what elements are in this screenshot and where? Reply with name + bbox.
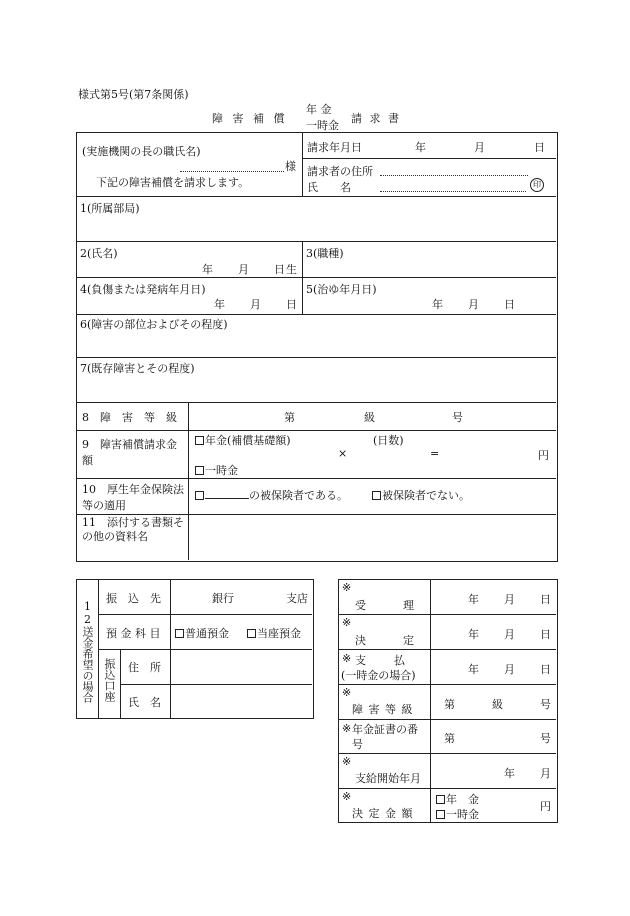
holder-address-label: 住 所 [128, 661, 161, 674]
request-date-label: 請求年月日 [307, 141, 362, 154]
form-number: 様式第5号(第7条関係) [78, 88, 189, 101]
insured-option[interactable] [195, 487, 348, 503]
received-label: 受 理 [355, 599, 415, 612]
office-pension-checkbox[interactable] [436, 795, 445, 804]
office-mark: ※ [342, 790, 352, 803]
field-name: 2(氏名) [80, 247, 118, 260]
paid-label: 支 払 [355, 654, 407, 667]
field-injury-date: 4(負傷または発病年月日) [80, 283, 206, 296]
decided-label: 決 定 [355, 634, 415, 647]
lump-label: 一時金 [205, 464, 238, 477]
office-grade-dai: 第 [444, 698, 455, 711]
pension-label: 年金(補償基礎額) [205, 434, 291, 447]
pension-option[interactable] [195, 432, 291, 448]
title-end: 請 求 書 [351, 112, 401, 125]
paid-year: 年 [468, 663, 479, 676]
injury-date: 年 月 日 [214, 298, 298, 311]
bank-label: 銀行 [212, 592, 234, 605]
claim-amount-label: 9 障害補償請求金額 [82, 438, 177, 467]
start-date-label: 支給開始年月 [355, 772, 421, 785]
office-pension-label: 年 金 [446, 793, 479, 806]
birth-date: 年 月 日生 [202, 263, 298, 276]
office-mark: ※ [342, 755, 352, 768]
recipient-label: (実施機関の長の職氏名) [82, 145, 201, 158]
field-recovery-date: 5(治ゆ年月日) [306, 283, 377, 296]
pension-checkbox[interactable] [195, 436, 204, 445]
field-existing-disability: 7(既存障害とその程度) [80, 362, 195, 375]
cert-dai: 第 [444, 732, 455, 745]
times-sign: × [338, 447, 348, 460]
office-mark: ※ [342, 581, 352, 594]
decided-year: 年 [468, 628, 479, 641]
attachments-label: 11 添付する書類その他の資料名 [82, 516, 184, 543]
name-field[interactable] [380, 191, 526, 192]
lump-checkbox[interactable] [195, 466, 204, 475]
office-lump-option[interactable] [436, 806, 479, 822]
transfer-dest-label: 振 込 先 [106, 592, 161, 605]
office-mark: ※ [342, 722, 352, 735]
office-lump-label: 一時金 [446, 808, 479, 821]
days-label: (日数) [373, 434, 404, 447]
insured-text: の被保険者である。 [249, 489, 348, 502]
address-field[interactable] [380, 175, 528, 176]
recovery-date: 年 月 日 [432, 298, 516, 311]
not-insured-option[interactable] [372, 487, 470, 503]
insurance-name-field[interactable] [205, 488, 249, 499]
start-year: 年 [504, 767, 515, 780]
date-year: 年 [415, 141, 426, 154]
office-mark: ※ [342, 652, 352, 665]
recipient-field[interactable] [180, 171, 284, 172]
paid-month: 月 [504, 663, 515, 676]
office-yen: 円 [540, 800, 551, 813]
current-label: 当座預金 [257, 627, 301, 640]
decided-amount-label: 決 定 金 額 [352, 807, 414, 820]
seal-mark: 印 [530, 178, 544, 192]
received-year: 年 [468, 593, 479, 606]
date-day: 日 [534, 141, 545, 154]
account-type-label: 預 金 科 目 [106, 627, 161, 640]
grade-label: 8 障 害 等 級 [82, 411, 177, 424]
office-grade-kyu: 級 [492, 698, 503, 711]
lump-option[interactable] [195, 462, 238, 478]
insured-checkbox[interactable] [195, 491, 204, 500]
office-lump-checkbox[interactable] [436, 810, 445, 819]
ordinary-checkbox[interactable] [175, 629, 184, 638]
field-disability-part: 6(障害の部位およびその程度) [80, 318, 228, 331]
decided-month: 月 [504, 628, 515, 641]
office-pension-option[interactable] [436, 791, 479, 807]
cert-go: 号 [540, 732, 551, 745]
equals-sign: = [430, 447, 440, 460]
title-option-pension: 年 金 [306, 103, 332, 116]
holder-name-label: 氏 名 [128, 696, 161, 709]
not-insured-checkbox[interactable] [372, 491, 381, 500]
office-grade-go: 号 [540, 698, 551, 711]
pension-law-label: 10 厚生年金保険法等の適用 [82, 483, 184, 512]
grade-go: 号 [452, 411, 463, 424]
current-option[interactable] [247, 625, 301, 641]
start-month: 月 [540, 767, 551, 780]
branch-label: 支店 [286, 592, 308, 605]
not-insured-text: 被保険者でない。 [382, 489, 470, 502]
ordinary-label: 普通預金 [185, 627, 229, 640]
yen-unit: 円 [538, 449, 549, 462]
office-grade-label: 障 害 等 級 [352, 703, 414, 716]
honorific: 様 [285, 160, 296, 173]
paid-day: 日 [540, 663, 551, 676]
remittance-side-label: 12送金希望の場合 [81, 600, 94, 703]
field-department: 1(所属部局) [80, 202, 140, 215]
office-mark: ※ [342, 686, 352, 699]
title-main: 障 害 補 償 [212, 112, 288, 125]
name-label: 氏 名 [307, 181, 351, 194]
received-month: 月 [504, 593, 515, 606]
address-label: 請求者の住所 [307, 165, 373, 178]
current-checkbox[interactable] [247, 629, 256, 638]
account-side-label: 振込口座 [103, 658, 116, 702]
title-option-lump: 一時金 [306, 119, 339, 132]
date-month: 月 [474, 141, 485, 154]
request-text: 下記の障害補償を請求します。 [96, 176, 250, 189]
field-job: 3(職種) [306, 247, 344, 260]
decided-day: 日 [540, 628, 551, 641]
cert-number-label: 年金証書の番号 [352, 723, 418, 751]
ordinary-option[interactable] [175, 625, 229, 641]
received-day: 日 [540, 593, 551, 606]
grade-dai: 第 [284, 411, 295, 424]
office-mark: ※ [342, 616, 352, 629]
grade-kyu: 級 [364, 411, 375, 424]
paid-note: (一時金の場合) [341, 669, 416, 682]
